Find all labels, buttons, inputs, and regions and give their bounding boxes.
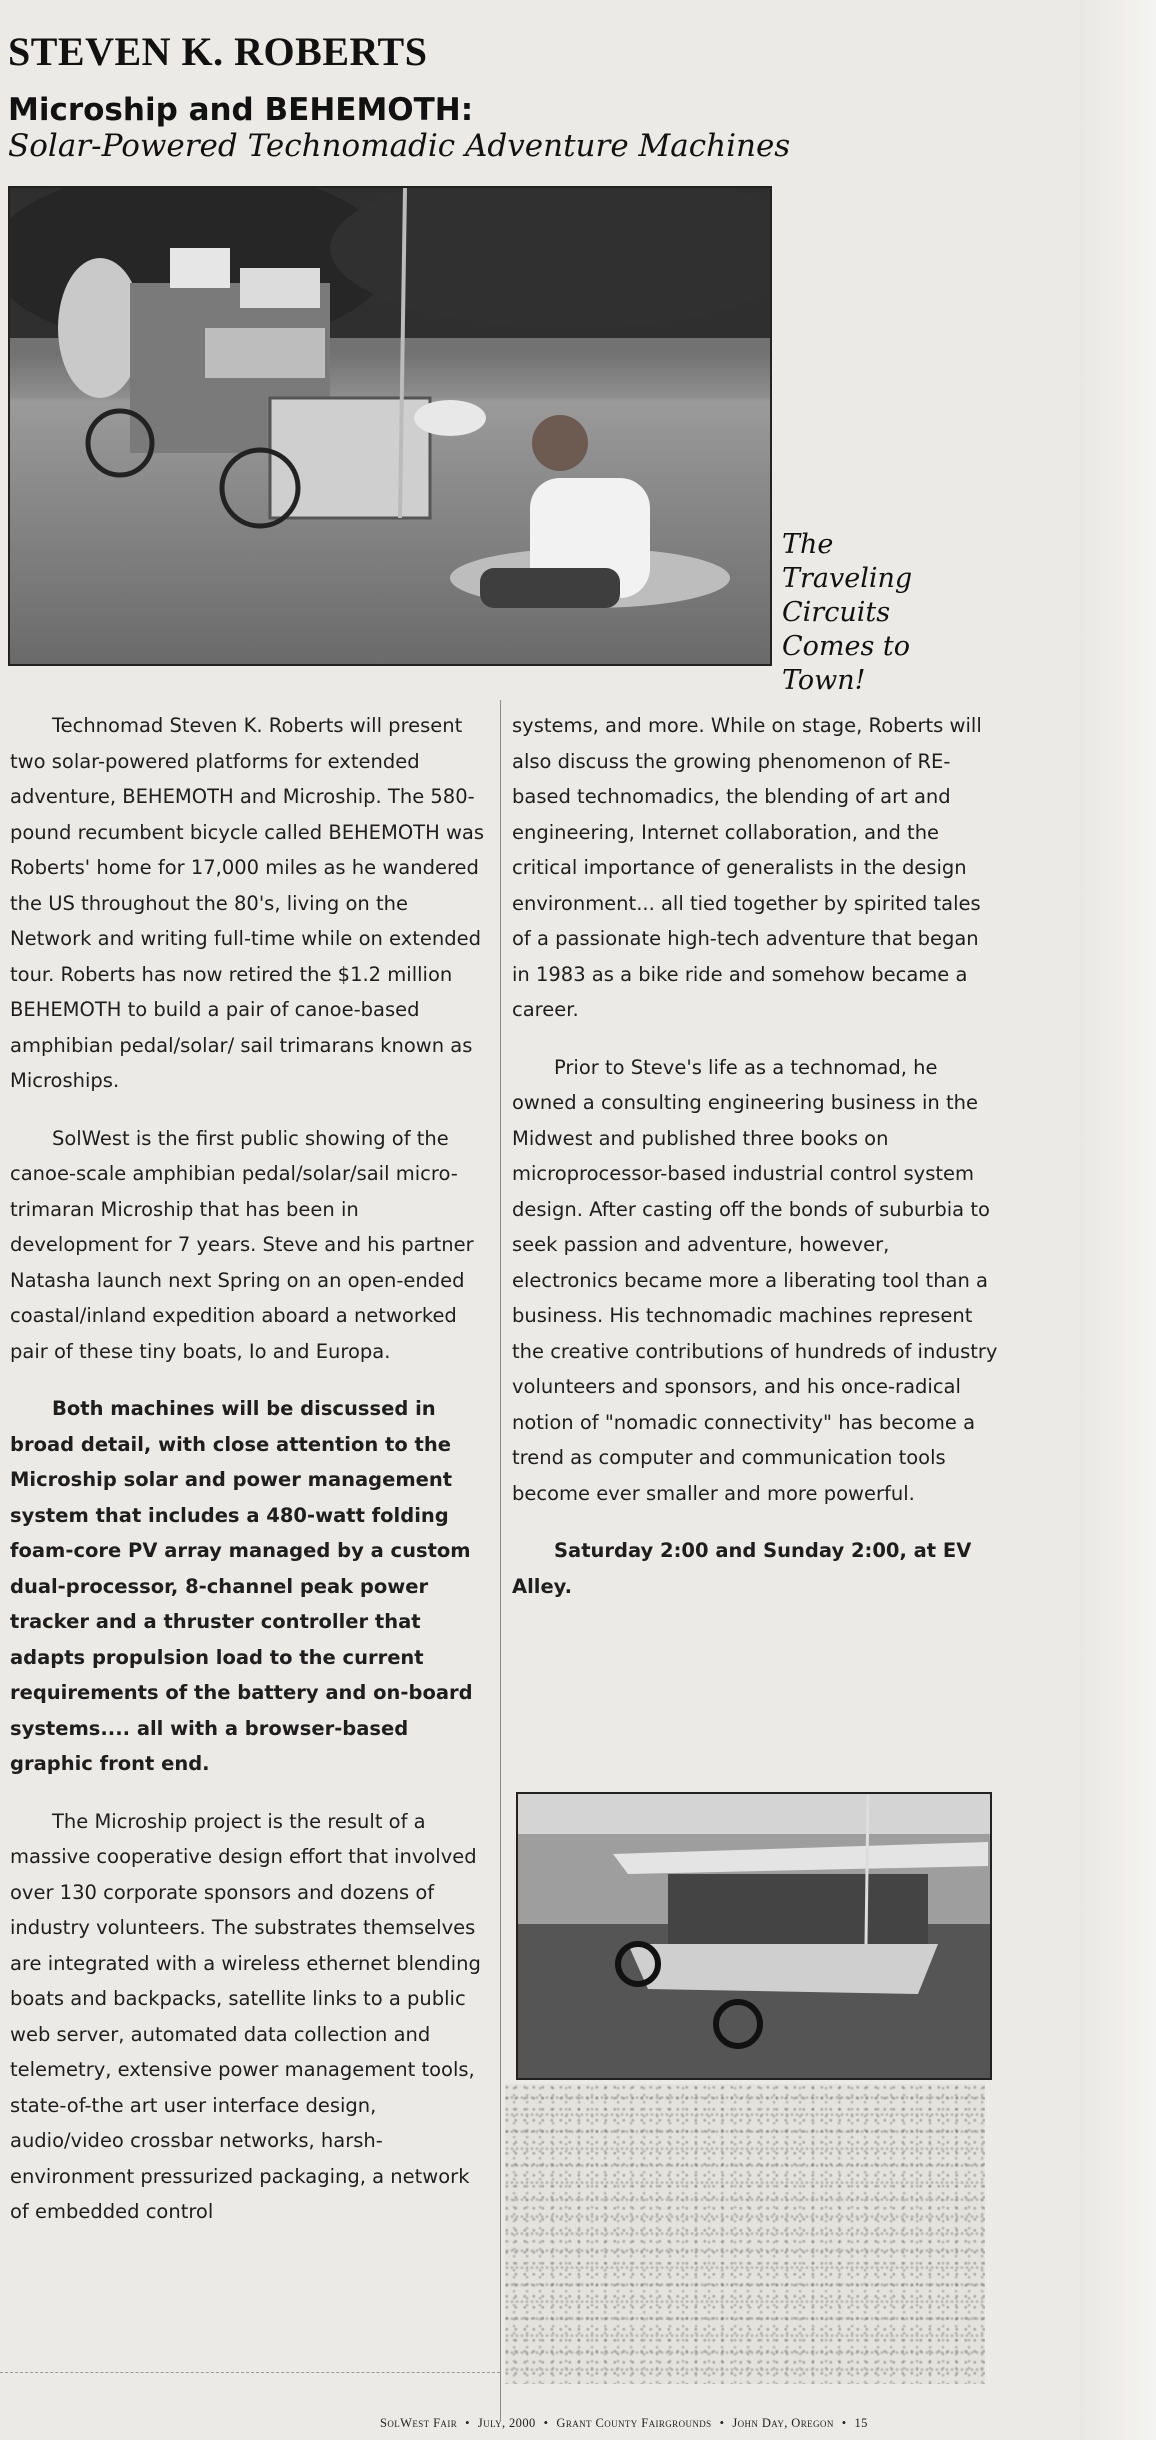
behemoth-photo — [8, 186, 772, 666]
page-edge — [1080, 0, 1156, 2440]
paragraph: Technomad Steven K. Roberts will present two solar-powered platforms for extended adventure, BEHEMOTH and Microship. The 580-pound recumbent bicycle called BEHEMOTH was Roberts' home for 17,000 miles as he wandered the US throughout the 80's, living on the Network and writing full-time while on extended tour. Roberts has now retired the $1.2 million BEHEMOTH to build a pair of canoe-based amphibian pedal/solar/ sail trimarans known as Microships. — [10, 714, 484, 1092]
paragraph: Both machines will be discussed in broad detail, with close attention to the Microship solar and power management system that includes a 480-watt folding foam-core PV array managed by a custom dual-processor, 8-channel peak power tracker and a thruster controller that adapts propulsion load to the current requirements of the battery and on-board systems.... all with a browser-based graphic front end. — [10, 1397, 473, 1775]
caption-line: Comes to — [782, 631, 911, 662]
paragraph: Prior to Steve's life as a technomad, he owned a consulting engineering business in the Midwest and published three books on microprocessor-based industrial control system design. After casting off the bonds of suburbia to seek passion and adventure, however, electronics became more a liberating tool than a business. His technomadic machines represent the creative contributions of hundreds of industry volunteers and sponsors, and his once-radical notion of "nomadic connectivity" has become a trend as computer and communication tools become ever smaller and more powerful. — [512, 1055, 998, 1505]
article-subhead: Solar-Powered Technomadic Adventure Machines — [8, 128, 791, 164]
photo-caption — [782, 528, 942, 698]
paragraph: SolWest is the first public showing of the canoe-scale amphibian pedal/solar/sail micro-trimaran Microship that has been in development for 7 years. Steve and his partner Natasha launch next Spring on an open-ended coastal/inland expedition aboard a networked pair of these tiny boats, Io and Europa. — [10, 1126, 474, 1363]
author-name: STEVEN K. ROBERTS — [8, 29, 428, 74]
caption-line: Town! — [782, 665, 866, 696]
page-number: 15 — [854, 2416, 868, 2430]
right-column — [512, 708, 998, 1626]
microship-photo-illustration — [518, 1794, 990, 2078]
paragraph: The Microship project is the result of a massive cooperative design effort that involved over 130 corporate sponsors and dozens of industry volunteers. The substrates themselves are integrated with a wireless ethernet blending boats and backpacks, satellite links to a public web server, automated data collection and telemetry, extensive power management tools, state-of-the art user interface design, audio/video crossbar networks, harsh-environment pressurized packaging, a network of embedded control — [10, 1809, 481, 2223]
footer-event: SolWest Fair — [380, 2416, 458, 2430]
page-footer: SolWest Fair • July, 2000 • Grant County Fairgrounds • John Day, Oregon • 15 — [380, 2416, 868, 2430]
column-divider — [500, 700, 501, 2420]
footer-date: July, 2000 — [477, 2416, 536, 2430]
caption-line: Circuits — [782, 597, 891, 628]
microship-photo — [516, 1792, 992, 2080]
event-time: Saturday 2:00 and Sunday 2:00, at EV Alley. — [512, 1539, 972, 1598]
paragraph: systems, and more. While on stage, Roberts will also discuss the growing phenomenon of RE-based technomadics, the blending of art and engineering, Internet collaboration, and the critical importance of generalists in the design environment... all tied together by spirited tales of a passionate high-tech adventure that began in 1983 as a bike ride and somehow became a career. — [512, 714, 982, 1021]
article-headline: Microship and BEHEMOTH: — [8, 92, 474, 128]
scan-noise — [505, 2084, 985, 2384]
caption-line: The Traveling — [782, 529, 913, 594]
left-column — [10, 708, 488, 2252]
footer-venue: Grant County Fairgrounds — [556, 2416, 712, 2430]
bottom-rule — [0, 2372, 500, 2374]
behemoth-photo-illustration — [10, 188, 770, 664]
footer-city: John Day, Oregon — [732, 2416, 834, 2430]
